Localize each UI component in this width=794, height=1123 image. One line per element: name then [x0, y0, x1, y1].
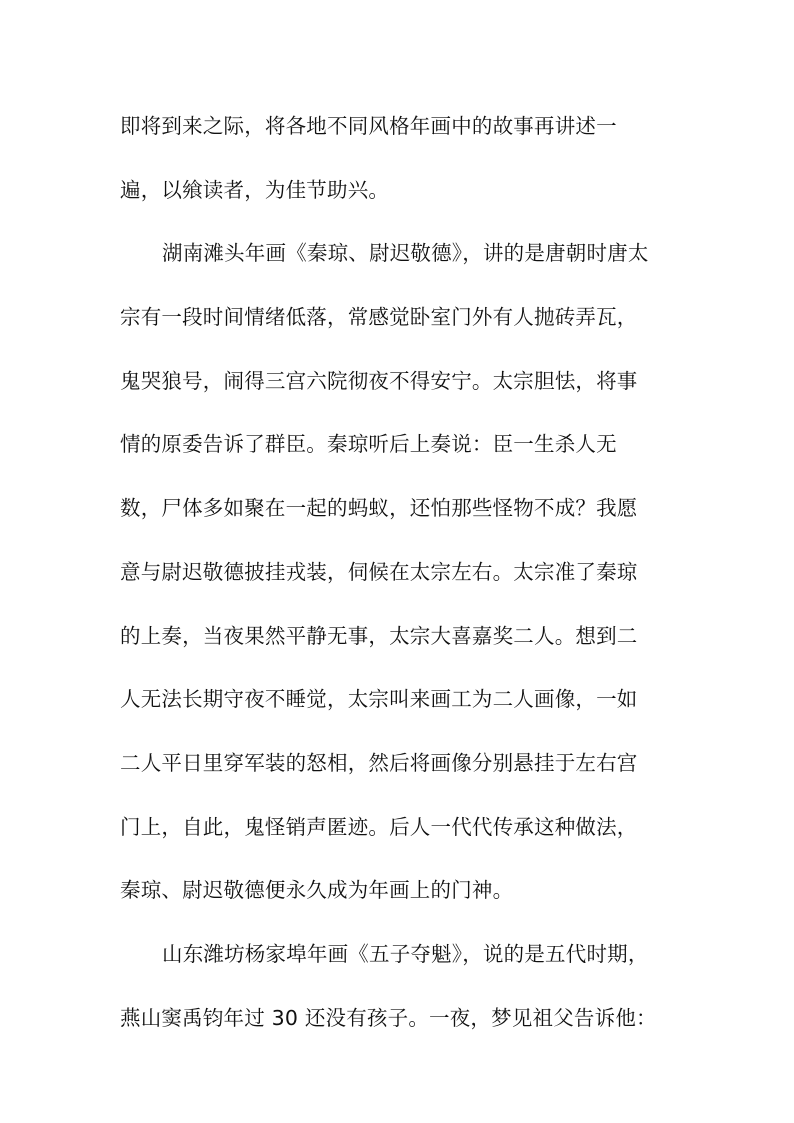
text-line: 即将到来之际，将各地不同风格年画中的故事再讲述一: [120, 114, 617, 138]
paragraph-start-line: 湖南滩头年画《秦琼、尉迟敬德》，讲的是唐朝时唐太: [162, 241, 649, 266]
paragraph-start-line: 山东潍坊杨家埠年画《五子夺魁》，说的是五代时期，: [162, 941, 649, 966]
text-line: 人无法长期守夜不睡觉，太宗叫来画工为二人画像，一如: [120, 687, 638, 712]
text-line: 的上奏，当夜果然平静无事，太宗大喜嘉奖二人。想到二: [120, 623, 638, 648]
text-line: 宗有一段时间情绪低落，常感觉卧室门外有人抛砖弄瓦，: [120, 305, 638, 330]
text-line: 情的原委告诉了群臣。秦琼听后上奏说：臣一生杀人无: [120, 432, 617, 457]
body-text: [120, 104, 680, 1059]
text-line: 数，尸体多如聚在一起的蚂蚁，还怕那些怪物不成？我愿: [120, 496, 638, 521]
text-line: 门上，自此，鬼怪销声匿迹。后人一代代传承这种做法，: [120, 814, 638, 839]
text-line: 秦琼、尉迟敬德便永久成为年画上的门神。: [120, 878, 514, 903]
text-line: 燕山窦禹钧年过 30 还没有孩子。一夜，梦见祖父告诉他：: [120, 1005, 657, 1030]
text-line: 遍，以飨读者，为佳节助兴。: [120, 177, 390, 202]
text-line: 意与尉迟敬德披挂戎装，伺候在太宗左右。太宗准了秦琼: [120, 559, 638, 584]
text-line: 二人平日里穿军装的怒相，然后将画像分别悬挂于左右宫: [120, 750, 638, 775]
text-line: 鬼哭狼号，闹得三宫六院彻夜不得安宁。太宗胆怯，将事: [120, 368, 638, 393]
